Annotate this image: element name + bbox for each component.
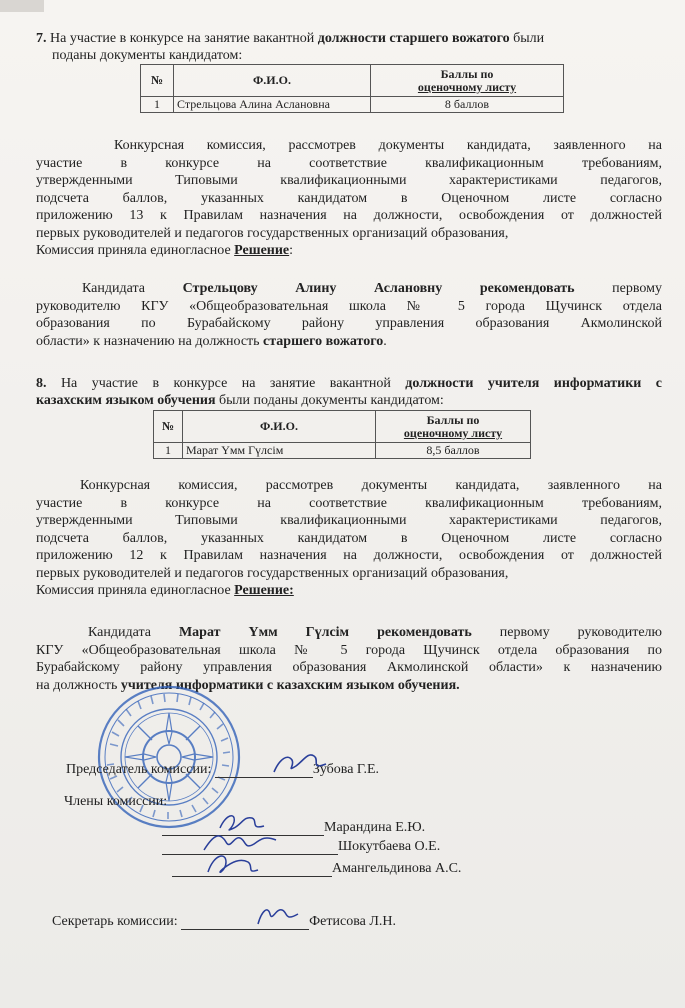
table-row: 1 Стрельцова Алина Аслановна 8 баллов [141, 97, 564, 113]
candidates-table-8 [153, 410, 531, 459]
secretary-signature-row [52, 914, 396, 930]
decision-label-8: Решение: [234, 583, 294, 598]
member-signature-icon [200, 846, 264, 882]
table-row: 1 Марат Үмм Гүлсім 8,5 баллов [154, 443, 531, 459]
chair-label: Председатель комиссии: [66, 762, 212, 777]
candidates-table-7 [140, 64, 564, 113]
table-header-fio: Ф.И.О. [174, 65, 371, 97]
section-8-paragraph-1: Конкурсная комиссия, рассмотрев документы кандидата, заявленного на участие в конкурсе на соответствие квалификационным требованиям, утвержденными Типовыми квалификационными характеристиками педагогов, подсчета баллов, указанных кандидатом в Оценочном листе согласно приложению 12 к Правилам назначения на должности, освобождения от должностей первых руководителей и педагогов государственных организаций образования, Комиссия приняла единогласное Решение: [36, 478, 662, 598]
secretary-signature-icon [254, 900, 302, 930]
chair-name: Зубова Г.Е. [312, 762, 380, 777]
table-header-score: Баллы по оценочному листу [376, 411, 531, 443]
chair-signature-icon [270, 748, 332, 778]
section-8-intro: 8. На участие в конкурсе на занятие вакантной должности учителя информатики с казахским языком обучения были поданы документы кандидатом: [36, 376, 662, 408]
table-header-fio: Ф.И.О. [183, 411, 376, 443]
member-name: Марандина Е.Ю. [324, 820, 426, 835]
decision-label-7: Решение [234, 243, 290, 258]
section-7-paragraph-1: Конкурсная комиссия, рассмотрев документы кандидата, заявленного на участие в конкурсе на соответствие квалификационным требованиям, утвержденными Типовыми квалификационными характеристиками педагогов, подсчета баллов, указанных кандидатом в Оценочном листе согласно приложению 13 к Правилам назначения на должности, освобождения от должностей первых руководителей и педагогов государственных организаций образования, Комиссия приняла единогласное Решение: [36, 138, 662, 258]
section-7-intro: 7. На участие в конкурсе на занятие вакантной должности старшего вожатого были поданы документы кандидатом: [36, 31, 545, 63]
secretary-name: Фетисова Л.Н. [309, 914, 396, 929]
members-label: Члены комиссии: [64, 794, 168, 809]
page-fold [0, 0, 44, 12]
secretary-label: Секретарь комиссии: [52, 914, 178, 929]
chair-signature-row [66, 762, 379, 778]
table-header-num: № [141, 65, 174, 97]
member-name: Шокутбаева О.Е. [338, 839, 441, 854]
section-7-number: 7. [36, 31, 47, 46]
section-8-paragraph-2: Кандидата Марат Үмм Гүлсім рекомендовать первому руководителю КГУ «Общеобразовательная школа № 5 города Щучинск отдела образования по Бурабайскому району управления образования Акмолинской области» к назначению на должность учителя информатики с казахским языком обучения. [36, 625, 662, 693]
section-8-number: 8. [36, 376, 47, 391]
table-header-num: № [154, 411, 183, 443]
member-name: Амангельдинова А.С. [332, 861, 462, 876]
section-7-paragraph-2: Кандидата Стрельцову Алину Аслановну рекомендовать первому руководителю КГУ «Общеобразовательная школа № 5 города Щучинск отдела образования по Бурабайскому району управления образования Акмолинской области» к назначению на должность старшего вожатого. [36, 281, 662, 349]
table-header-score: Баллы по оценочному листу [371, 65, 564, 97]
